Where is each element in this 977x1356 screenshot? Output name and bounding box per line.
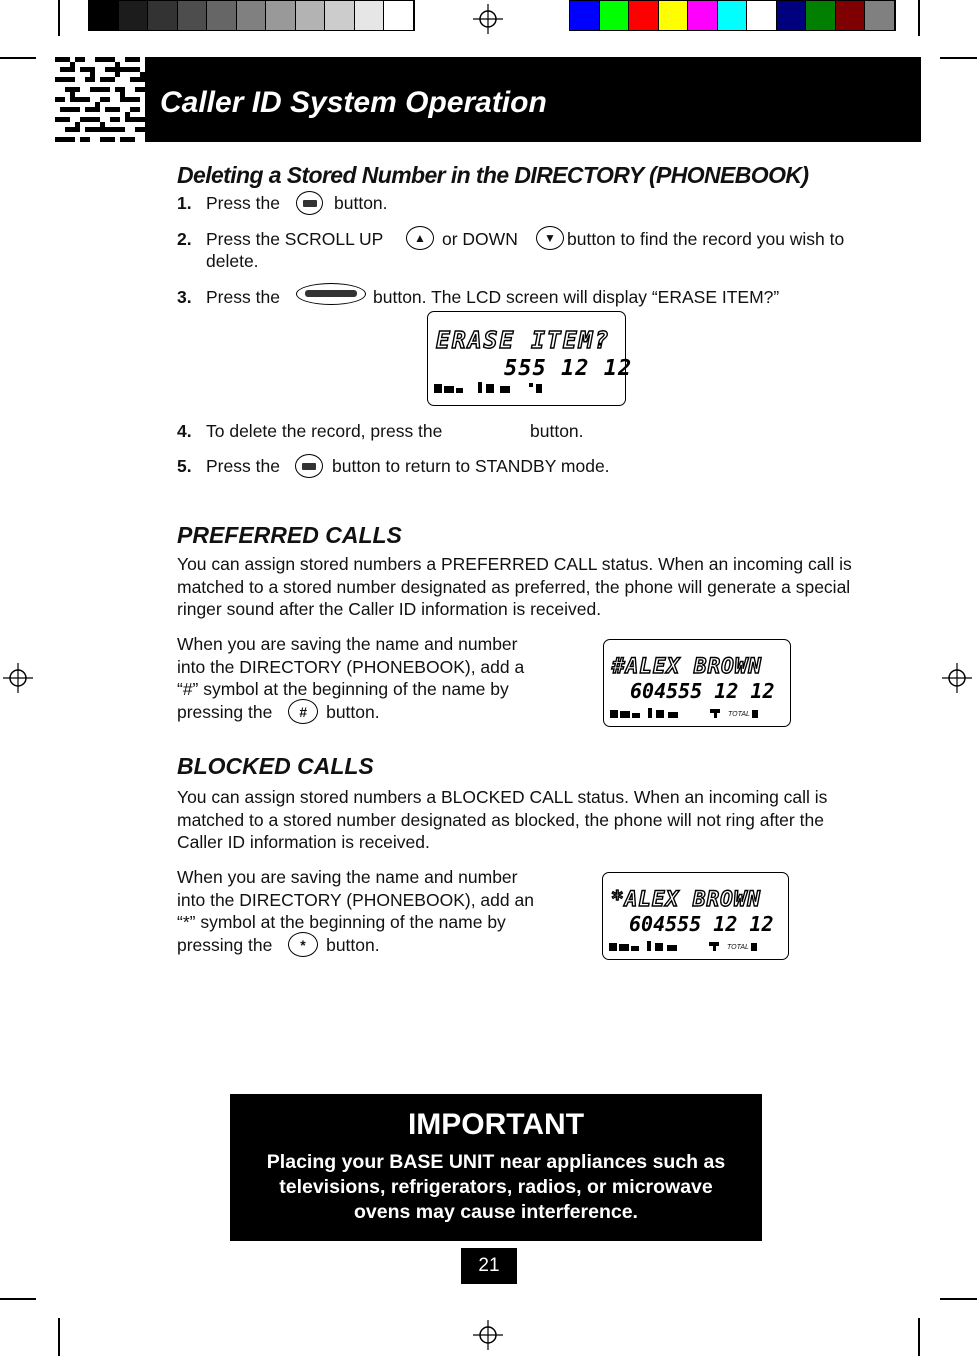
blocked-instruction-end: button. bbox=[326, 934, 380, 955]
step-2-end: button to find the record you wish to bbox=[567, 229, 845, 249]
lcd-display-erase bbox=[427, 311, 633, 406]
swatch bbox=[600, 1, 630, 30]
lcd-status-icons bbox=[609, 939, 789, 955]
page-title: Caller ID System Operation bbox=[160, 86, 547, 119]
important-notice bbox=[230, 1094, 762, 1241]
lcd-total-indicator: TOTAL bbox=[727, 944, 749, 951]
swatch bbox=[89, 1, 119, 30]
step-text: Press the bbox=[206, 456, 280, 476]
swatch bbox=[325, 1, 355, 30]
preferred-paragraph: You can assign stored numbers a PREFERRED CALL status. When an incoming call is matched to a stored number designated as preferred, the phone will generate a special ringer sound after the Caller ID information is received. bbox=[177, 554, 852, 619]
swatch bbox=[777, 1, 807, 30]
step-4 bbox=[177, 420, 442, 443]
swatch bbox=[688, 1, 718, 30]
delete-button-icon bbox=[296, 283, 366, 305]
preferred-instruction-text: When you are saving the name and number into the DIRECTORY (PHONEBOOK), add a “#” symbol at the beginning of the name by pressing the bbox=[177, 634, 525, 722]
step-text: To delete the record, press the bbox=[206, 421, 443, 441]
crop-mark bbox=[0, 57, 36, 59]
swatch bbox=[119, 1, 149, 30]
lcd-line-2: 604555 12 12 bbox=[629, 912, 774, 936]
swatch bbox=[178, 1, 208, 30]
swatch bbox=[570, 1, 600, 30]
swatch bbox=[384, 1, 414, 30]
crop-mark bbox=[940, 57, 977, 59]
swatch bbox=[718, 1, 748, 30]
registration-mark-icon bbox=[473, 1320, 503, 1350]
swatch bbox=[747, 1, 777, 30]
page-number: 21 bbox=[461, 1248, 517, 1284]
crop-mark bbox=[58, 0, 60, 36]
preferred-instruction-end: button. bbox=[326, 701, 380, 722]
swatch bbox=[296, 1, 326, 30]
scroll-down-button-icon: ▼ bbox=[536, 226, 564, 250]
swatch bbox=[237, 1, 267, 30]
lcd-display-preferred bbox=[603, 639, 791, 727]
registration-mark-icon bbox=[473, 4, 503, 34]
scroll-up-button-icon: ▲ bbox=[406, 226, 434, 250]
registration-mark-icon bbox=[942, 663, 972, 693]
crop-mark bbox=[918, 0, 920, 36]
swatch bbox=[355, 1, 385, 30]
step-text: Press the SCROLL UP bbox=[206, 229, 384, 249]
gray-swatch-bar bbox=[88, 0, 415, 31]
crop-mark bbox=[918, 1318, 920, 1356]
step-5-end: button to return to STANDBY mode. bbox=[332, 456, 610, 476]
step-number: 5. bbox=[177, 456, 192, 476]
important-text: Placing your BASE UNIT near appliances such as televisions, refrigerators, radios, or microwave ovens may cause interference. bbox=[266, 1151, 726, 1223]
step-3-end: button. The LCD screen will display “ERASE ITEM?” bbox=[373, 287, 780, 307]
step-text: Press the bbox=[206, 287, 280, 307]
blocked-instructions bbox=[177, 866, 550, 956]
step-text: Press the bbox=[206, 193, 280, 213]
lcd-line-1: *ALEX BROWN bbox=[611, 887, 762, 911]
star-key-icon: * bbox=[288, 932, 318, 957]
step-5 bbox=[177, 455, 280, 478]
step-number: 2. bbox=[177, 229, 192, 249]
swatch bbox=[806, 1, 836, 30]
step-number: 4. bbox=[177, 421, 192, 441]
section-heading-preferred: PREFERRED CALLS bbox=[177, 522, 402, 548]
step-4-end: button. bbox=[530, 421, 584, 441]
step-number: 1. bbox=[177, 193, 192, 213]
crop-mark bbox=[0, 1298, 36, 1300]
lcd-line-2: 604555 12 12 bbox=[630, 679, 775, 703]
crop-mark bbox=[940, 1298, 977, 1300]
important-title: IMPORTANT bbox=[407, 1108, 585, 1141]
registration-mark-icon bbox=[3, 663, 33, 693]
lcd-line-2: 555 12 12 bbox=[504, 356, 633, 381]
swatch bbox=[266, 1, 296, 30]
section-heading-deleting: Deleting a Stored Number in the DIRECTORY (PHONEBOOK) bbox=[177, 162, 809, 188]
directory-button-icon bbox=[295, 454, 323, 478]
step-1-end: button. bbox=[334, 193, 388, 213]
swatch bbox=[836, 1, 866, 30]
crop-mark bbox=[58, 1318, 60, 1356]
lcd-line-1: ERASE ITEM? bbox=[436, 328, 611, 354]
swatch bbox=[865, 1, 895, 30]
directory-button-icon bbox=[296, 191, 323, 215]
step-1 bbox=[177, 192, 280, 215]
pattern-logo-icon bbox=[55, 57, 145, 142]
section-heading-blocked: BLOCKED CALLS bbox=[177, 753, 374, 779]
swatch bbox=[629, 1, 659, 30]
pound-key-icon: # bbox=[288, 699, 318, 724]
step-number: 3. bbox=[177, 287, 192, 307]
step-2 bbox=[177, 228, 383, 251]
lcd-line-1: #ALEX BROWN bbox=[612, 654, 763, 678]
step-3 bbox=[177, 286, 280, 309]
step-2-cont: delete. bbox=[206, 251, 259, 271]
swatch bbox=[659, 1, 689, 30]
lcd-total-indicator: TOTAL bbox=[728, 711, 750, 718]
preferred-instructions bbox=[177, 633, 550, 723]
step-2-mid: or DOWN bbox=[442, 229, 518, 249]
blocked-paragraph: You can assign stored numbers a BLOCKED CALL status. When an incoming call is matched to a stored number designated as blocked, the phone will not ring after the Caller ID information is received. bbox=[177, 787, 828, 852]
blocked-instruction-text: When you are saving the name and number into the DIRECTORY (PHONEBOOK), add an “*” symbol at the beginning of the name by pressing the bbox=[177, 867, 534, 955]
lcd-display-blocked bbox=[602, 872, 789, 960]
lcd-status-icons bbox=[610, 706, 790, 722]
lcd-status-icons bbox=[434, 380, 564, 398]
swatch bbox=[207, 1, 237, 30]
swatch bbox=[148, 1, 178, 30]
color-swatch-bar bbox=[569, 0, 896, 31]
